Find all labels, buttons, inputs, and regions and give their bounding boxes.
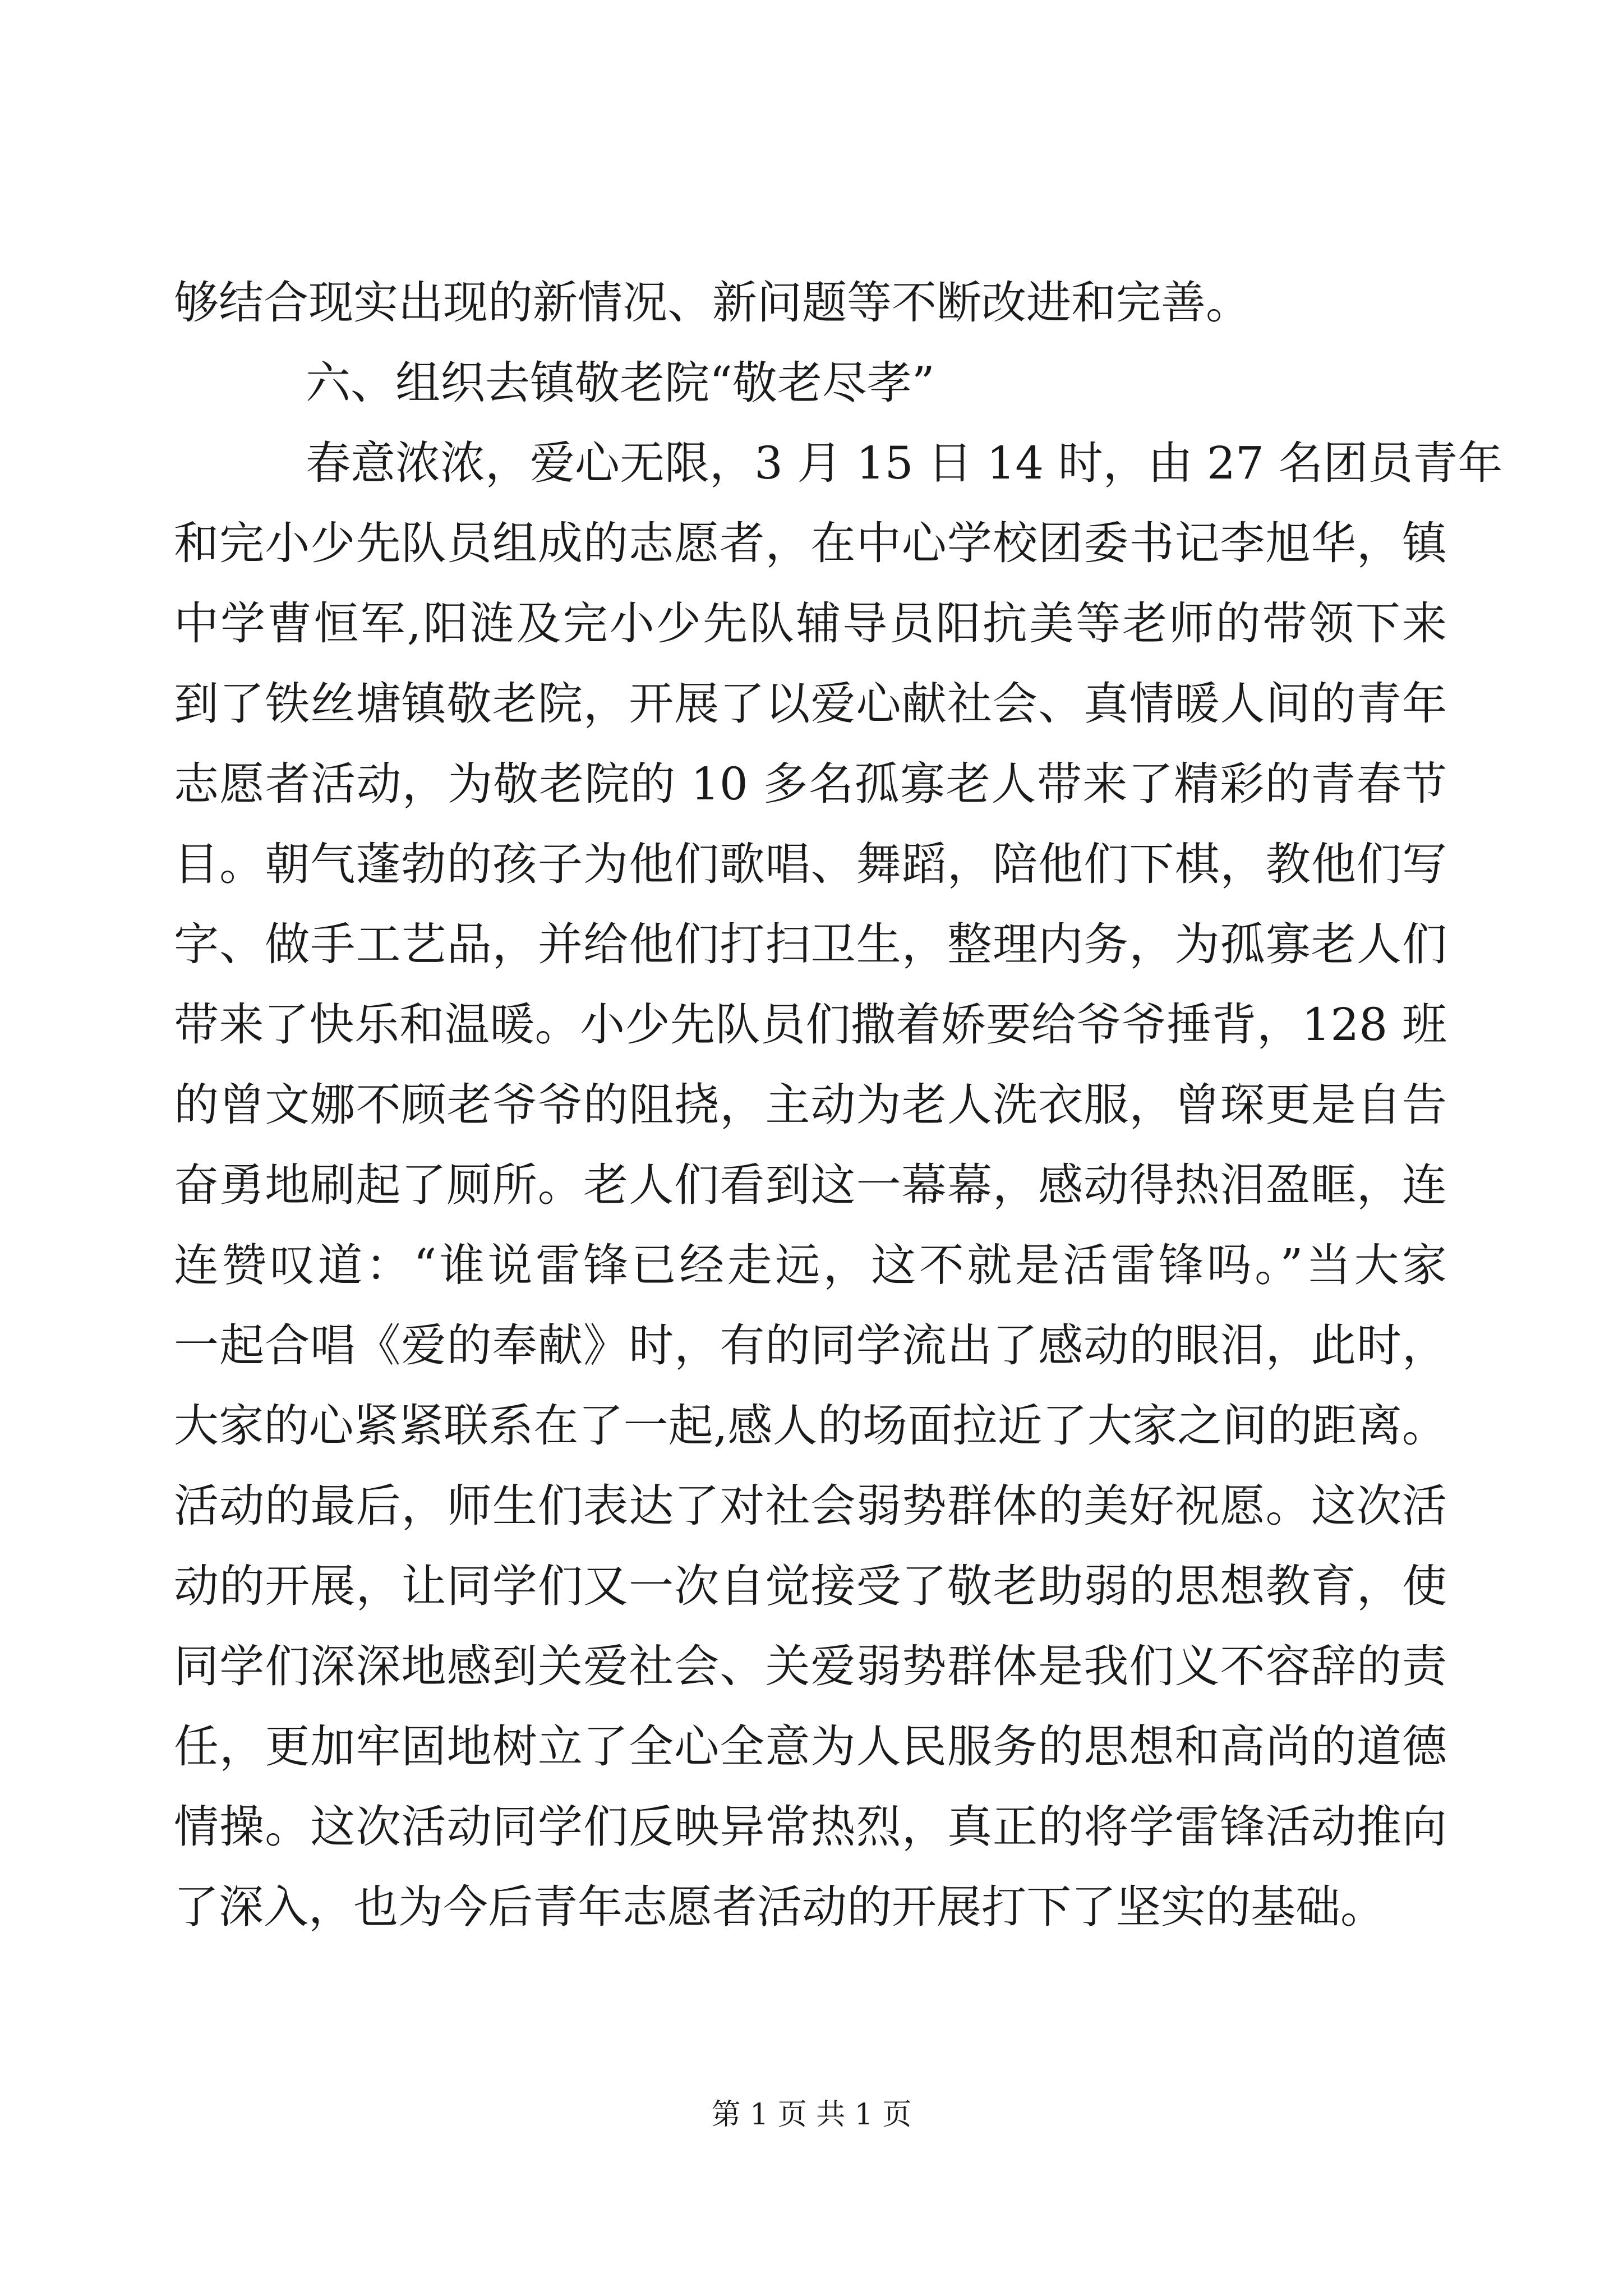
text-line-10: 带来了快乐和温暖。小少先队员们撒着娇要给爷爷捶背，128 班 bbox=[174, 999, 1447, 1051]
text-line-19: 任，更加牢固地树立了全心全意为人民服务的思想和高尚的道德 bbox=[174, 1720, 1447, 1773]
text-line-15: 大家的心紧紧联系在了一起,感人的场面拉近了大家之间的距离。 bbox=[174, 1400, 1447, 1452]
text-line-4: 和完小少先队员组成的志愿者，在中心学校团委书记李旭华，镇 bbox=[174, 517, 1447, 569]
text-line-20: 情操。这次活动同学们反映异常热烈，真正的将学雷锋活动推向 bbox=[174, 1801, 1447, 1853]
text-line-6: 到了铁丝塘镇敬老院，开展了以爱心献社会、真情暖人间的青年 bbox=[174, 678, 1447, 730]
text-line-3: 春意浓浓，爱心无限，3 月 15 日 14 时，由 27 名团员青年 bbox=[306, 437, 1503, 489]
text-line-7: 志愿者活动，为敬老院的 10 多名孤寡老人带来了精彩的青春节 bbox=[174, 758, 1447, 810]
text-line-9: 字、做手工艺品，并给他们打扫卫生，整理内务，为孤寡老人们 bbox=[174, 918, 1447, 970]
text-line-12: 奋勇地刷起了厕所。老人们看到这一幕幕，感动得热泪盈眶，连 bbox=[174, 1159, 1447, 1211]
text-line-18: 同学们深深地感到关爱社会、关爱弱势群体是我们义不容辞的责 bbox=[174, 1640, 1447, 1692]
text-line-14: 一起合唱《爱的奉献》时，有的同学流出了感动的眼泪，此时， bbox=[174, 1319, 1447, 1372]
text-line-21: 了深入，也为今后青年志愿者活动的开展打下了坚实的基础。 bbox=[174, 1881, 1385, 1933]
text-line-8: 目。朝气蓬勃的孩子为他们歌唱、舞蹈，陪他们下棋，教他们写 bbox=[174, 838, 1447, 890]
text-line-13: 连赞叹道：“谁说雷锋已经走远，这不就是活雷锋吗。”当大家 bbox=[174, 1239, 1447, 1291]
text-line-1: 够结合现实出现的新情况、新问题等不断改进和完善。 bbox=[174, 277, 1251, 329]
text-line-17: 动的开展，让同学们又一次自觉接受了敬老助弱的思想教育，使 bbox=[174, 1560, 1447, 1612]
page-footer: 第 1 页 共 1 页 bbox=[711, 2098, 912, 2132]
text-line-16: 活动的最后，师生们表达了对社会弱势群体的美好祝愿。这次活 bbox=[174, 1480, 1447, 1532]
text-line-11: 的曾文娜不顾老爷爷的阻挠，主动为老人洗衣服，曾琛更是自告 bbox=[174, 1079, 1447, 1131]
text-line-5: 中学曹恒军,阳涟及完小少先队辅导员阳抗美等老师的带领下来 bbox=[174, 597, 1447, 650]
section-heading: 六、组织去镇敬老院“敬老尽孝” bbox=[306, 357, 935, 409]
